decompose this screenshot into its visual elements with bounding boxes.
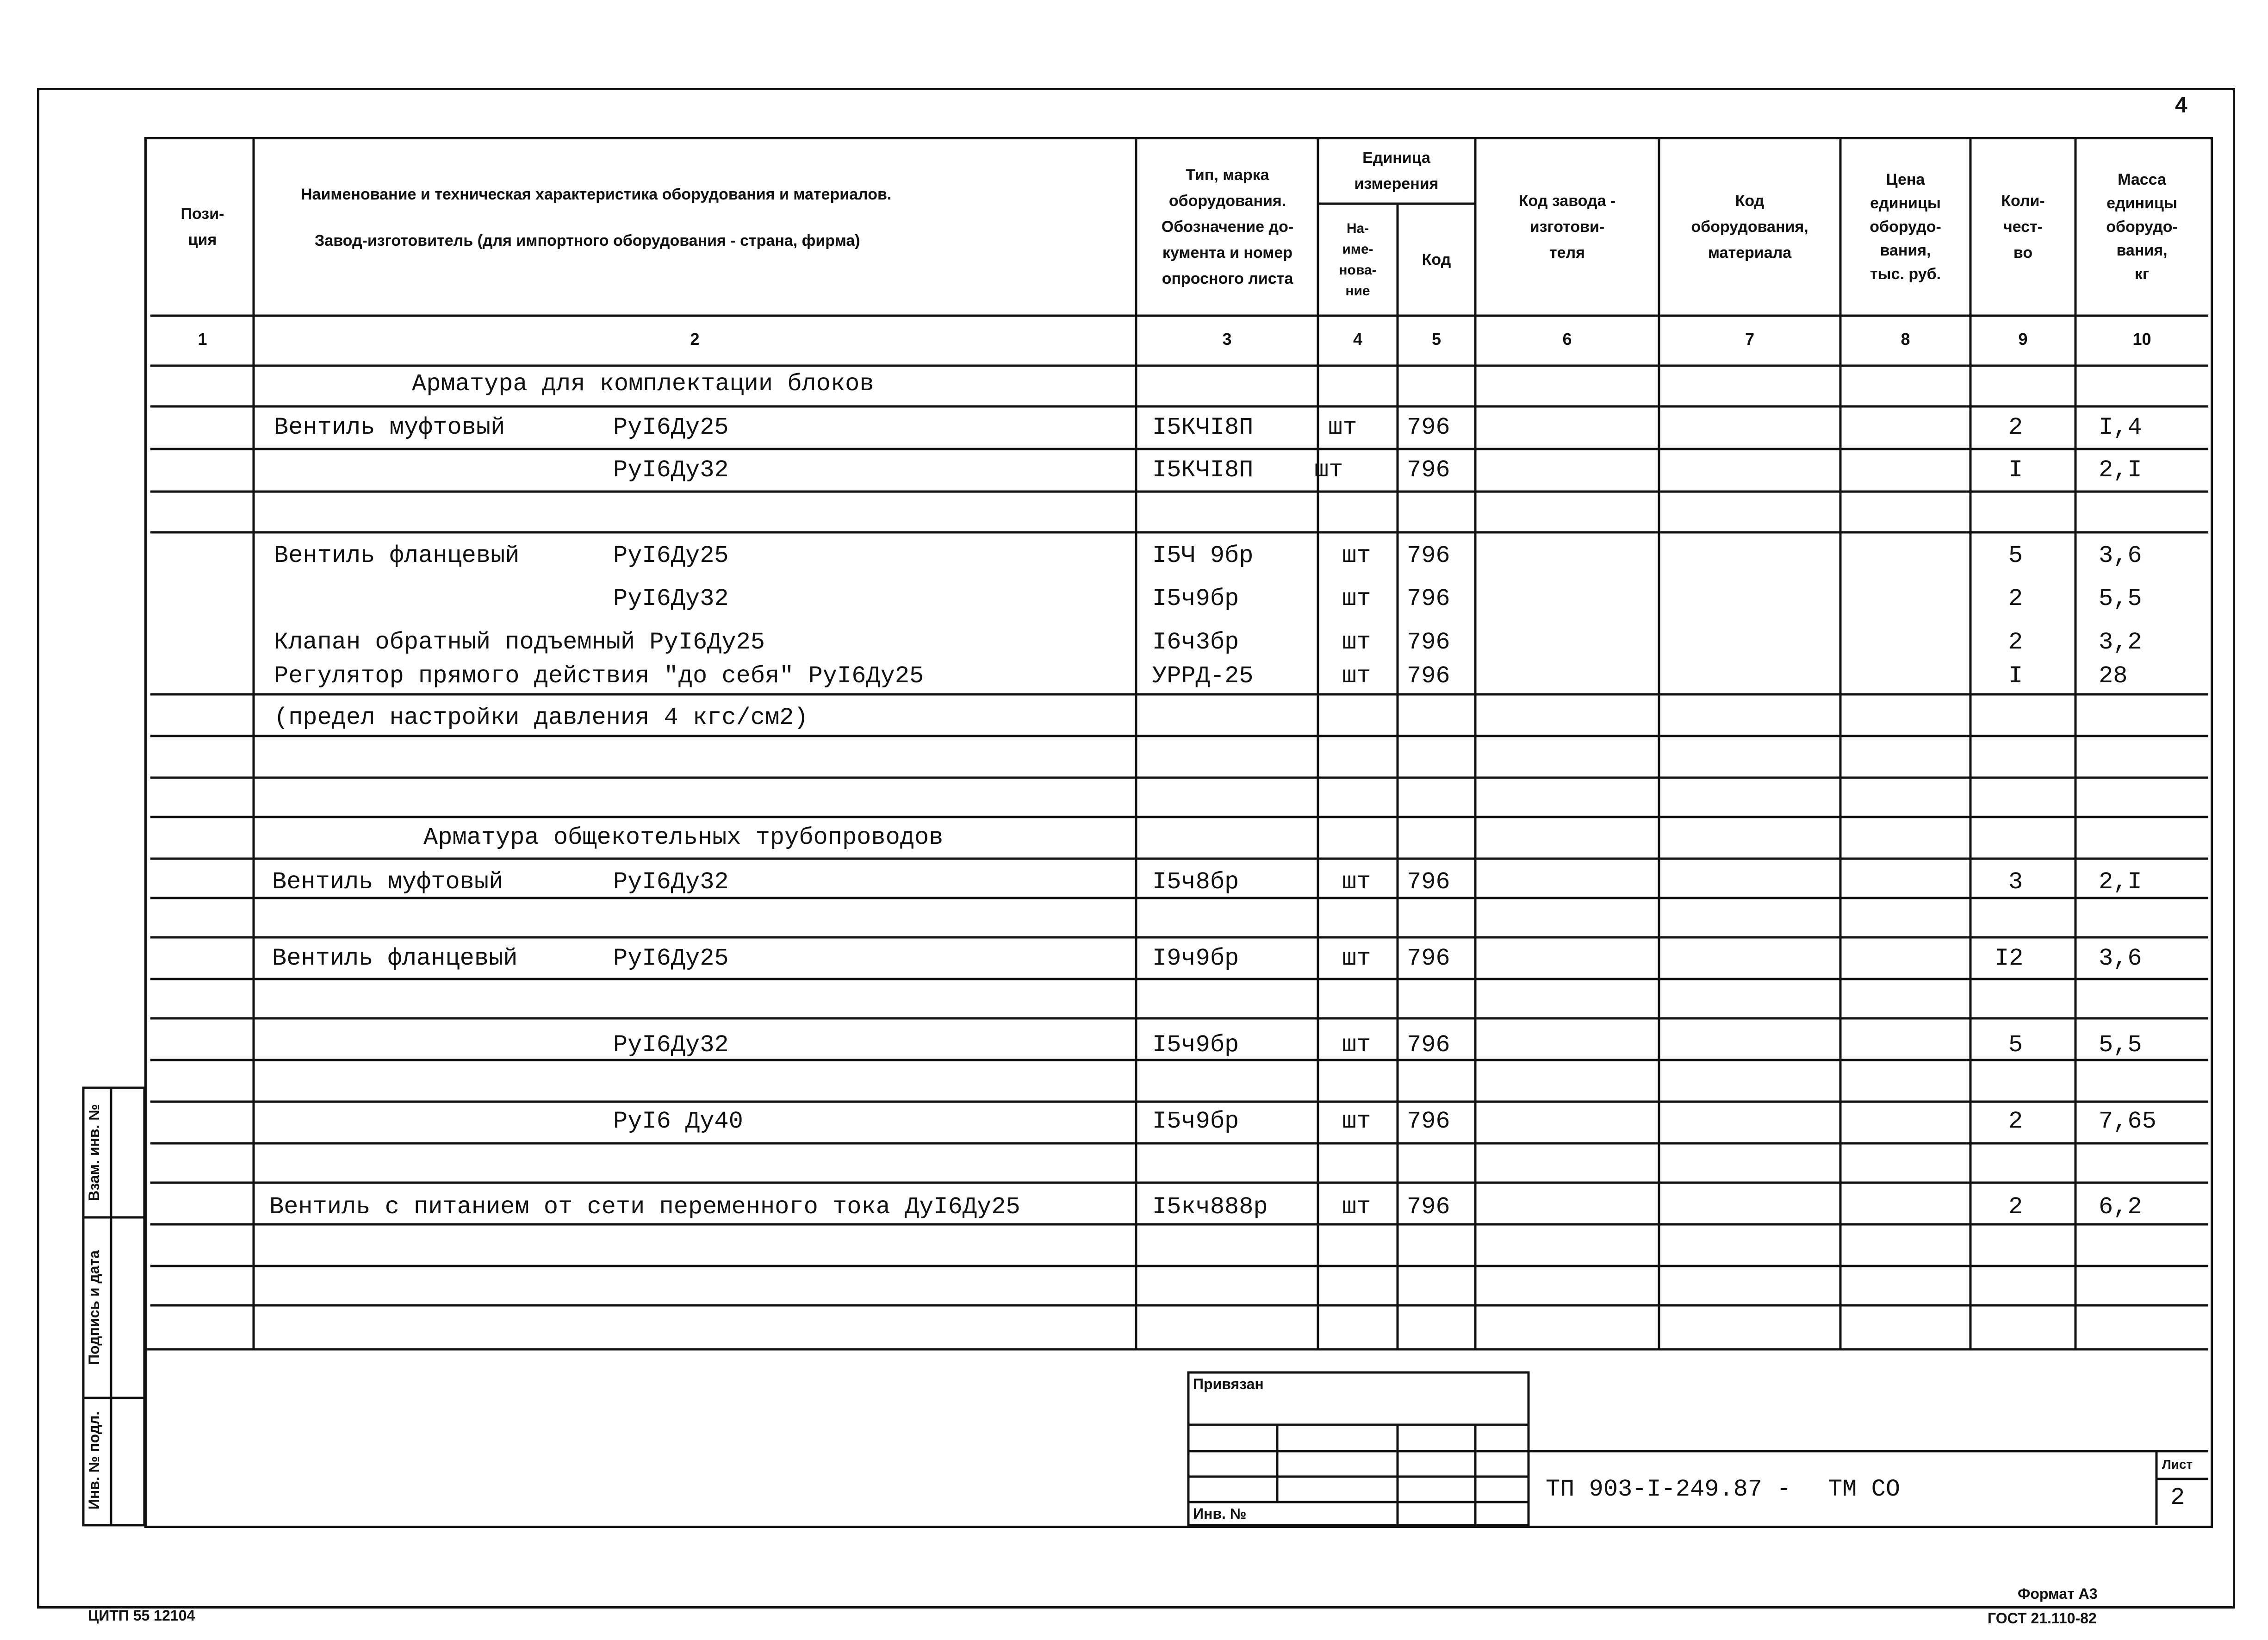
header-factory-code: Код завода - изготови- теля (1518, 192, 1616, 262)
row-type: I5ч8бр (1152, 868, 1239, 896)
row-type: I5ч9бр (1152, 1031, 1239, 1059)
col-num-8: 8 (1901, 330, 1910, 349)
row-mass: 3,6 (2099, 542, 2142, 569)
row-qty: 3 (2008, 868, 2023, 896)
col-num-4: 4 (1353, 330, 1363, 349)
row-mass: 7,65 (2099, 1108, 2156, 1135)
row-mass: 6,2 (2099, 1193, 2142, 1221)
col-num-10: 10 (2132, 330, 2151, 349)
header-position: Пози- ция (180, 205, 224, 249)
header-name-line2: Завод-изготовитель (для импортного оборудования - страна, фирма) (315, 231, 860, 249)
row-qty: 5 (2008, 1031, 2023, 1059)
row-unit: шт (1314, 456, 1343, 484)
header-mass: Масса единицы оборудо- вания, кг (2106, 170, 2178, 283)
row-code: 796 (1407, 945, 1450, 972)
sheet-mark: 4 (2175, 93, 2187, 118)
row-qty: 5 (2008, 542, 2023, 569)
row-qty: I (2008, 662, 2023, 690)
stamp-vzam: Взам. инв. № (86, 1104, 102, 1201)
row-unit: шт (1342, 585, 1371, 612)
col-num-6: 6 (1562, 330, 1572, 349)
row-mass: 2,I (2099, 868, 2142, 896)
row-type: I5Ч 9бр (1152, 542, 1254, 569)
row-spec: РуI6Ду32 (613, 1031, 729, 1059)
row-spec: РуI6Ду32 (613, 868, 729, 896)
stamp-podpis: Подпись и дата (86, 1250, 102, 1365)
col-num-1: 1 (198, 330, 207, 349)
row-qty: I (2008, 456, 2023, 484)
row-code: 796 (1407, 542, 1450, 569)
row-code: 796 (1407, 414, 1450, 441)
col-num-3: 3 (1222, 330, 1232, 349)
row-qty: 2 (2008, 1108, 2023, 1135)
row-mass: 28 (2099, 662, 2128, 690)
header-name-line1: Наименование и техническая характеристика оборудования и материалов. (301, 185, 892, 203)
row-qty: 2 (2008, 1193, 2023, 1221)
row-spec: РуI6Ду25 (613, 542, 729, 569)
row-code: 796 (1407, 629, 1450, 656)
row-code: 796 (1407, 1108, 1450, 1135)
footer-left: ЦИТП 55 12104 (88, 1607, 195, 1624)
stamp-inv-podl: Инв. № подл. (86, 1411, 102, 1510)
row-type: I9ч9бр (1152, 945, 1239, 972)
row-code: 796 (1407, 1193, 1450, 1221)
row-qty: 2 (2008, 629, 2023, 656)
col-num-2: 2 (690, 330, 700, 349)
section-title: Арматура для комплектации блоков (412, 370, 874, 398)
row-unit: шт (1342, 542, 1371, 569)
row-mass: 3,6 (2099, 945, 2142, 972)
row-code: 796 (1407, 662, 1450, 690)
header-type: Тип, марка оборудования. Обозначение до- кумента и номер опросного листа (1161, 166, 1294, 288)
col-num-5: 5 (1431, 330, 1442, 349)
row-spec: РуI6Ду25 (613, 945, 729, 972)
row-name: Вентиль муфтовый (274, 414, 505, 441)
row-code: 796 (1407, 1031, 1450, 1059)
row-name: Клапан обратный подъемный РуI6Ду25 (274, 629, 765, 656)
row-mass: 2,I (2099, 456, 2142, 484)
row-spec: РуI6Ду32 (613, 456, 729, 484)
row-unit: шт (1342, 868, 1371, 896)
document-suffix: ТМ СО (1828, 1476, 1901, 1503)
section-title: Арматура общекотельных трубопроводов (423, 824, 944, 851)
col-num-7: 7 (1745, 330, 1755, 349)
inv-no-label: Инв. № (1193, 1505, 1247, 1522)
row-name: Вентиль муфтовый (272, 868, 503, 896)
row-mass: 3,2 (2099, 629, 2142, 656)
header-unit-name: На- име- нова- ние (1339, 221, 1377, 299)
row-name: (предел настройки давления 4 кгс/см2) (274, 704, 808, 731)
row-spec: РуI6 Ду40 (613, 1108, 743, 1135)
row-qty: 2 (2008, 585, 2023, 612)
row-mass: 5,5 (2099, 1031, 2142, 1059)
row-spec: РуI6Ду32 (613, 585, 729, 612)
privyazan-label: Привязан (1193, 1376, 1264, 1392)
col-num-9: 9 (2018, 330, 2028, 349)
row-mass: 5,5 (2099, 585, 2142, 612)
row-qty: 2 (2008, 414, 2023, 441)
row-unit: шт (1342, 945, 1371, 972)
row-name: Вентиль с питанием от сети переменного тока ДуI6Ду25 (269, 1193, 1020, 1221)
header-price: Цена единицы оборудо- вания, тыс. руб. (1870, 170, 1941, 283)
row-type: I5КЧI8П (1152, 414, 1254, 441)
sheet-number: 2 (2170, 1484, 2185, 1511)
row-unit: шт (1342, 1031, 1371, 1059)
footer-format: Формат А3 (2018, 1585, 2098, 1602)
footer-gost: ГОСТ 21.110-82 (1988, 1610, 2097, 1627)
row-code: 796 (1407, 585, 1450, 612)
row-qty: I2 (1995, 945, 2024, 972)
header-unit-code: Код (1422, 250, 1451, 268)
row-unit: шт (1342, 629, 1371, 656)
row-name: Регулятор прямого действия "до себя" РуI6Ду25 (274, 662, 924, 690)
row-type: I5ч9бр (1152, 585, 1239, 612)
row-unit: шт (1342, 1193, 1371, 1221)
row-code: 796 (1407, 456, 1450, 484)
row-name: Вентиль фланцевый (272, 945, 518, 972)
document-code: ТП 903-I-249.87 - (1546, 1476, 1791, 1503)
row-type: УРРД-25 (1152, 662, 1254, 690)
row-unit: шт (1328, 414, 1357, 441)
row-name: Вентиль фланцевый (274, 542, 520, 569)
header-quantity: Коли- чест- во (2001, 192, 2045, 262)
sheet-label: Лист (2162, 1457, 2193, 1472)
row-code: 796 (1407, 868, 1450, 896)
row-type: I5КЧI8П (1152, 456, 1254, 484)
header-unit-group: Единица измерения (1354, 149, 1439, 193)
row-spec: РуI6Ду25 (613, 414, 729, 441)
row-type: I5ч9бр (1152, 1108, 1239, 1135)
row-unit: шт (1342, 1108, 1371, 1135)
row-type: I6ч3бр (1152, 629, 1239, 656)
row-unit: шт (1342, 662, 1371, 690)
row-mass: I,4 (2099, 414, 2142, 441)
header-equipment-code: Код оборудования, материала (1691, 192, 1808, 262)
row-type: I5кч888р (1152, 1193, 1268, 1221)
